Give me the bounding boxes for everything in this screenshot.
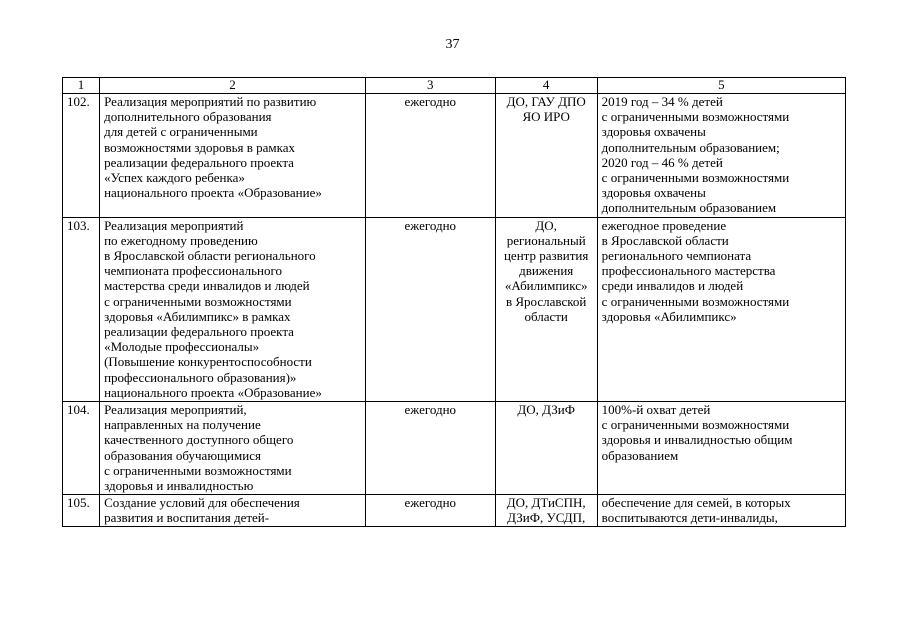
row-number-text: 104. bbox=[67, 402, 90, 418]
result-cell-line: с ограниченными возможностями bbox=[601, 170, 790, 186]
activity-cell-line: направленных на получение bbox=[104, 417, 261, 433]
activity-cell-line: Реализация мероприятий, bbox=[104, 402, 247, 418]
activity-cell-line: национального проекта «Образование» bbox=[104, 185, 322, 201]
result-cell-line: с ограниченными возможностями bbox=[601, 109, 790, 125]
result-cell bbox=[597, 217, 845, 401]
executor-cell-line: в Ярославской bbox=[506, 293, 587, 309]
header-col-1: 1 bbox=[63, 78, 100, 94]
term-cell-line: ежегодно bbox=[404, 495, 457, 511]
executor-cell-line: ДЗиФ, УСДП, bbox=[507, 510, 586, 526]
activity-cell-line: образования обучающимися bbox=[104, 447, 261, 463]
activity-cell-line: реализации федерального проекта bbox=[104, 324, 294, 340]
activity-cell-line: «Успех каждого ребенка» bbox=[104, 170, 245, 186]
activity-cell-line: чемпионата профессионального bbox=[104, 263, 282, 279]
term-cell bbox=[365, 217, 495, 401]
term-cell bbox=[365, 94, 495, 218]
activity-cell bbox=[100, 495, 366, 527]
table-row bbox=[63, 94, 846, 218]
executor-cell-line: ДО, ГАУ ДПО bbox=[506, 94, 586, 109]
activity-cell bbox=[100, 402, 366, 495]
table-row bbox=[63, 495, 846, 527]
executor-cell-line: центр развития bbox=[503, 248, 589, 264]
activity-cell-line: по ежегодному проведению bbox=[104, 232, 258, 248]
result-cell-line: 2019 год – 34 % детей bbox=[601, 94, 723, 109]
executor-cell-line: ЯО ИРО bbox=[522, 109, 570, 125]
activity-cell-line: с ограниченными возможностями bbox=[104, 462, 292, 478]
row-number bbox=[63, 402, 100, 495]
activity-cell-line: реализации федерального проекта bbox=[104, 154, 294, 170]
result-cell-line: среди инвалидов и людей bbox=[601, 278, 744, 294]
activity-cell bbox=[100, 94, 366, 218]
result-cell-line: здоровья «Абилимпикс» bbox=[601, 308, 737, 324]
result-cell-line: в Ярославской области bbox=[601, 232, 729, 248]
result-cell-line: с ограниченными возможностями bbox=[601, 293, 790, 309]
header-row bbox=[63, 78, 846, 94]
result-cell-line: обеспечение для семей, в которых bbox=[601, 495, 791, 511]
result-cell bbox=[597, 94, 845, 218]
table-body bbox=[63, 94, 846, 527]
result-cell bbox=[597, 495, 845, 527]
row-number-text: 105. bbox=[67, 495, 90, 511]
activity-cell-line: развития и воспитания детей- bbox=[104, 510, 270, 526]
executor-cell bbox=[495, 495, 597, 527]
plan-table bbox=[62, 77, 846, 527]
result-cell-line: 2020 год – 46 % детей bbox=[601, 154, 723, 170]
result-cell-line: профессионального мастерства bbox=[601, 263, 776, 279]
term-cell-line: ежегодно bbox=[404, 402, 457, 418]
activity-cell-line: с ограниченными возможностями bbox=[104, 293, 292, 309]
activity-cell-line: качественного доступного общего bbox=[104, 432, 294, 448]
executor-cell-line: региональный bbox=[506, 232, 586, 248]
executor-cell-line: «Абилимпикс» bbox=[504, 278, 588, 294]
term-cell-line: ежегодно bbox=[404, 94, 457, 109]
header-col-2: 2 bbox=[100, 78, 366, 94]
executor-cell bbox=[495, 402, 597, 495]
result-cell-line: здоровья и инвалидностью общим bbox=[601, 432, 793, 448]
executor-cell-line: движения bbox=[519, 263, 574, 279]
activity-cell bbox=[100, 217, 366, 401]
row-number bbox=[63, 94, 100, 218]
term-cell bbox=[365, 402, 495, 495]
table-row bbox=[63, 402, 846, 495]
result-cell-line: регионального чемпионата bbox=[601, 248, 752, 264]
row-number-text: 102. bbox=[67, 94, 90, 109]
header-col-5: 5 bbox=[597, 78, 845, 94]
executor-cell bbox=[495, 94, 597, 218]
table-row bbox=[63, 217, 846, 401]
activity-cell-line: Реализация мероприятий bbox=[104, 217, 244, 233]
activity-cell-line: (Повышение конкурентоспособности bbox=[104, 354, 312, 370]
executor-cell-line: области bbox=[524, 308, 568, 324]
result-cell-line: воспитываются дети-инвалиды, bbox=[601, 510, 778, 526]
activity-cell-line: национального проекта «Образование» bbox=[104, 384, 322, 400]
executor-cell bbox=[495, 217, 597, 401]
activity-cell-line: Реализация мероприятий по развитию bbox=[104, 94, 317, 109]
result-cell-line: 100%-й охват детей bbox=[601, 402, 711, 418]
header-col-4: 4 bbox=[495, 78, 597, 94]
activity-cell-line: дополнительного образования bbox=[104, 109, 272, 125]
result-cell-line: ежегодное проведение bbox=[601, 217, 727, 233]
row-number bbox=[63, 495, 100, 527]
result-cell-line: здоровья охвачены bbox=[601, 185, 706, 201]
result-cell-line: с ограниченными возможностями bbox=[601, 417, 790, 433]
result-cell-line: дополнительным образованием bbox=[601, 200, 777, 216]
activity-cell-line: Создание условий для обеспечения bbox=[104, 495, 300, 511]
activity-cell-line: в Ярославской области регионального bbox=[104, 248, 316, 264]
activity-cell-line: возможностями здоровья в рамках bbox=[104, 139, 296, 155]
term-cell-line: ежегодно bbox=[404, 217, 457, 233]
activity-cell-line: «Молодые профессионалы» bbox=[104, 339, 260, 355]
result-cell-line: дополнительным образованием; bbox=[601, 139, 780, 155]
executor-cell-line: ДО, ДЗиФ bbox=[517, 402, 576, 418]
row-number bbox=[63, 217, 100, 401]
table-header bbox=[63, 78, 846, 94]
result-cell bbox=[597, 402, 845, 495]
activity-cell-line: здоровья «Абилимпикс» в рамках bbox=[104, 308, 291, 324]
executor-cell-line: ДО, ДТиСПН, bbox=[506, 495, 586, 511]
activity-cell-line: для детей с ограниченными bbox=[104, 124, 258, 140]
term-cell bbox=[365, 495, 495, 527]
header-col-3: 3 bbox=[365, 78, 495, 94]
activity-cell-line: мастерства среди инвалидов и людей bbox=[104, 278, 310, 294]
activity-cell-line: профессионального образования)» bbox=[104, 369, 297, 385]
activity-cell-line: здоровья и инвалидностью bbox=[104, 478, 254, 494]
page-number: 37 bbox=[445, 37, 460, 52]
row-number-text: 103. bbox=[67, 217, 90, 233]
result-cell-line: образованием bbox=[601, 447, 679, 463]
result-cell-line: здоровья охвачены bbox=[601, 124, 706, 140]
executor-cell-line: ДО, bbox=[535, 217, 557, 233]
